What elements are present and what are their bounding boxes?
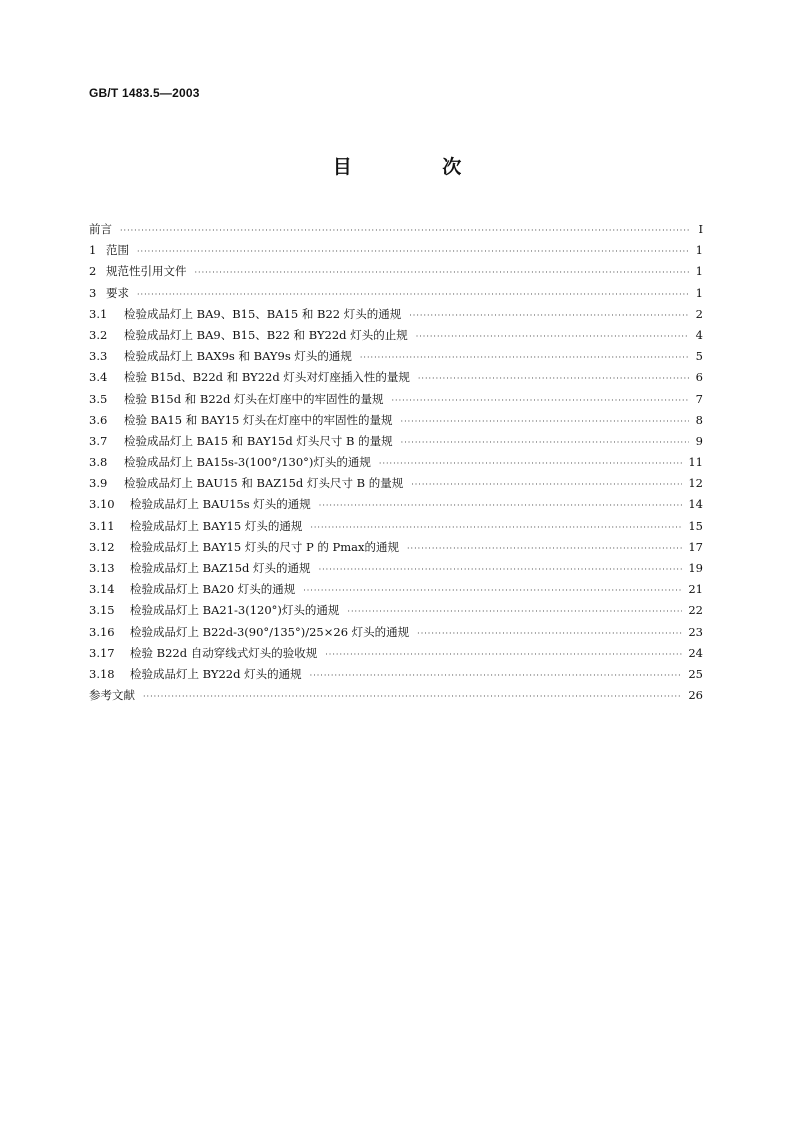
- toc-entry-3-17[interactable]: [89, 643, 703, 664]
- standard-code: GB/T 1483.5—2003: [89, 86, 200, 100]
- toc-entry-page: 25: [688, 666, 703, 681]
- toc-entry-page: 19: [688, 561, 703, 575]
- toc-entry-number: 3.13: [89, 561, 115, 575]
- toc-entry-3-14[interactable]: [89, 579, 703, 600]
- toc-entry-number: 3.16: [89, 624, 115, 639]
- toc-leader-dots: [310, 517, 682, 538]
- toc-entry-2[interactable]: [89, 261, 703, 282]
- toc-leader-dots: [411, 474, 682, 495]
- toc-entry-page: 11: [688, 455, 703, 470]
- toc-entry-bibliography[interactable]: [89, 685, 703, 706]
- toc-entry-3-12[interactable]: [89, 537, 703, 558]
- toc-leader-dots: [137, 241, 689, 262]
- toc-leader-dots: [347, 601, 682, 622]
- toc-leader-dots: [379, 453, 682, 474]
- toc-entry-page: 23: [688, 624, 703, 639]
- toc-leader-dots: [416, 326, 689, 347]
- toc-entry-number: 3.8: [89, 455, 108, 470]
- toc-entry-title: 检验成品灯上 BAY15 灯头的通规: [130, 518, 303, 533]
- toc-entry-title: 检验成品灯上 BAZ15d 灯头的通规: [130, 561, 311, 575]
- toc-entry-title: 检验 B15d 和 B22d 灯头在灯座中的牢固性的量规: [124, 391, 384, 406]
- toc-leader-dots: [137, 284, 689, 305]
- toc-leader-dots: [418, 368, 689, 389]
- toc-entry-number: 1: [89, 243, 97, 258]
- toc-entry-page: 22: [688, 603, 703, 618]
- toc-entry-page: 6: [695, 370, 703, 385]
- toc-entry-page: 1: [695, 285, 703, 300]
- toc-entry-page: 14: [688, 497, 703, 512]
- toc-entry-title: 检验成品灯上 BAU15s 灯头的通规: [130, 497, 311, 512]
- toc-entry-page: 4: [695, 327, 703, 342]
- toc-entry-3-3[interactable]: [89, 346, 703, 367]
- toc-leader-dots: [401, 411, 689, 432]
- toc-leader-dots: [407, 538, 682, 559]
- toc-entry-number: 3.9: [89, 476, 108, 491]
- toc-entry-3-1[interactable]: [89, 304, 703, 325]
- toc-leader-dots: [401, 432, 689, 453]
- toc-entry-number: 3: [89, 285, 97, 300]
- toc-entry-3-18[interactable]: [89, 664, 703, 685]
- toc-leader-dots: [195, 262, 690, 283]
- toc-entry-page: 21: [688, 582, 703, 597]
- toc-entry-page: 9: [695, 433, 703, 448]
- toc-entry-3-8[interactable]: [89, 452, 703, 473]
- toc-entry-number: 3.6: [89, 412, 108, 427]
- toc-entry-number: 3.11: [89, 518, 115, 533]
- toc-list: [89, 219, 703, 706]
- toc-entry-3-13[interactable]: [89, 558, 703, 579]
- toc-entry-3-16[interactable]: [89, 622, 703, 643]
- toc-entry-title: 检验 B22d 自动穿线式灯头的验收规: [130, 645, 318, 660]
- toc-entry-title: 检验成品灯上 BA9、B15、BA15 和 B22 灯头的通规: [124, 306, 402, 321]
- toc-entry-page: 1: [695, 264, 703, 279]
- toc-entry-number: 3.17: [89, 645, 115, 660]
- toc-entry-title: 检验成品灯上 BA21-3(120°)灯头的通规: [130, 603, 340, 618]
- toc-entry-number: 3.10: [89, 497, 115, 512]
- toc-entry-number: 3.12: [89, 539, 115, 554]
- toc-leader-dots: [409, 305, 689, 326]
- toc-entry-title: 范围: [106, 243, 129, 258]
- toc-entry-page: 2: [695, 306, 703, 321]
- toc-entry-title: 检验成品灯上 BA20 灯头的通规: [130, 582, 296, 597]
- toc-entry-1[interactable]: [89, 240, 703, 261]
- toc-entry-page: 12: [688, 476, 703, 491]
- toc-entry-page: I: [698, 222, 703, 236]
- toc-entry-title: 检验 BA15 和 BAY15 灯头在灯座中的牢固性的量规: [124, 412, 393, 427]
- toc-entry-title: 检验 B15d、B22d 和 BY22d 灯头对灯座插入性的量规: [124, 370, 410, 385]
- toc-entry-foreword[interactable]: [89, 219, 703, 240]
- toc-entry-page: 15: [688, 518, 703, 533]
- toc-entry-number: 3.15: [89, 603, 115, 618]
- toc-entry-number: 2: [89, 264, 97, 279]
- toc-leader-dots: [319, 559, 683, 580]
- toc-entry-number: 3.4: [89, 370, 108, 385]
- toc-entry-title: 规范性引用文件: [106, 264, 187, 279]
- toc-entry-3-9[interactable]: [89, 473, 703, 494]
- toc-entry-page: 1: [695, 243, 703, 258]
- toc-leader-dots: [310, 665, 683, 686]
- toc-entry-3-5[interactable]: [89, 389, 703, 410]
- toc-leader-dots: [143, 686, 682, 707]
- toc-entry-page: 17: [688, 539, 703, 554]
- toc-entry-title: 参考文献: [89, 688, 135, 703]
- toc-entry-title: 检验成品灯上 BA15 和 BAY15d 灯头尺寸 B 的量规: [124, 433, 393, 448]
- toc-entry-number: 3.5: [89, 391, 108, 406]
- toc-entry-page: 5: [695, 349, 703, 364]
- toc-entry-3-6[interactable]: [89, 410, 703, 431]
- toc-entry-number: 3.7: [89, 433, 108, 448]
- toc-entry-number: 3.3: [89, 349, 108, 364]
- toc-entry-title: 检验成品灯上 BA9、B15、B22 和 BY22d 灯头的止规: [124, 327, 408, 342]
- toc-entry-3-11[interactable]: [89, 516, 703, 537]
- toc-entry-title: 要求: [106, 285, 129, 300]
- toc-entry-title: 检验成品灯上 BAY15 灯头的尺寸 P 的 Pmax的通规: [130, 539, 400, 554]
- toc-entry-number: 3.14: [89, 582, 115, 597]
- toc-entry-title: 检验成品灯上 BAU15 和 BAZ15d 灯头尺寸 B 的量规: [124, 476, 404, 491]
- toc-entry-title: 检验成品灯上 BY22d 灯头的通规: [130, 666, 302, 681]
- toc-entry-page: 8: [695, 412, 703, 427]
- toc-leader-dots: [303, 580, 682, 601]
- toc-entry-3-2[interactable]: [89, 325, 703, 346]
- toc-leader-dots: [120, 220, 689, 241]
- toc-leader-dots: [417, 623, 682, 644]
- toc-entry-title: 前言: [89, 222, 112, 236]
- toc-entry-title: 检验成品灯上 BAX9s 和 BAY9s 灯头的通规: [124, 349, 352, 364]
- toc-entry-page: 7: [695, 391, 703, 406]
- toc-entry-3-15[interactable]: [89, 600, 703, 621]
- toc-entry-title: 检验成品灯上 BA15s-3(100°/130°)灯头的通规: [124, 455, 371, 470]
- toc-entry-3-7[interactable]: [89, 431, 703, 452]
- toc-leader-dots: [392, 390, 689, 411]
- toc-entry-number: 3.18: [89, 666, 115, 681]
- toc-entry-page: 26: [688, 688, 703, 703]
- toc-entry-page: 24: [688, 645, 703, 660]
- toc-leader-dots: [325, 644, 682, 665]
- toc-entry-3-10[interactable]: [89, 494, 703, 515]
- toc-leader-dots: [319, 495, 683, 516]
- toc-entry-3-4[interactable]: [89, 367, 703, 388]
- toc-entry-number: 3.1: [89, 306, 108, 321]
- toc-entry-3[interactable]: [89, 283, 703, 304]
- toc-entry-title: 检验成品灯上 B22d-3(90°/135°)/25×26 灯头的通规: [130, 624, 410, 639]
- toc-leader-dots: [360, 347, 689, 368]
- toc-title: 目 次: [332, 156, 504, 178]
- toc-entry-number: 3.2: [89, 327, 108, 342]
